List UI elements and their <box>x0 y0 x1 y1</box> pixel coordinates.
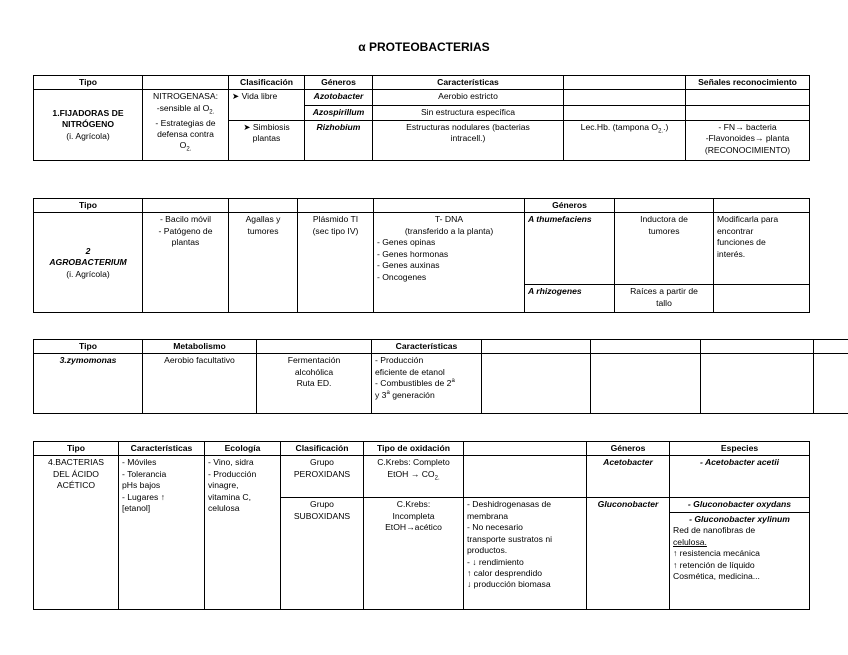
table-header-row <box>34 442 810 456</box>
header-tipo: Tipo <box>34 76 143 90</box>
text-line: - Tolerancia <box>122 468 167 479</box>
nitrogenasa-cell <box>143 90 229 160</box>
text-line: EtOH → CO <box>387 468 435 479</box>
text-line: Inductora de <box>640 214 688 225</box>
text-line: intracell.) <box>450 133 486 144</box>
text-line: C.Krebs: Completo <box>377 457 450 468</box>
text-line: celulosa <box>208 503 240 514</box>
oxid-completo <box>364 456 464 498</box>
text-line: tallo <box>656 297 672 308</box>
header-generos: Géneros <box>305 76 373 90</box>
subscript: 2. <box>434 475 440 482</box>
empty-cell <box>591 354 701 414</box>
page-title: α PROTEOBACTERIAS <box>358 40 490 54</box>
header-generos: Géneros <box>587 442 670 456</box>
genero-azotobacter: Azotobacter <box>305 90 373 106</box>
text-line: - FN→ bacteria <box>718 121 777 132</box>
text-line: O <box>179 140 187 151</box>
caract-aerobio: Aerobio estricto <box>373 90 564 106</box>
text-line: - Combustibles de 2 <box>375 378 452 389</box>
header-senales: Señales reconocimiento <box>686 76 810 90</box>
text-line: - Bacilo móvil <box>159 214 212 225</box>
text-line: SUBOXIDANS <box>293 510 351 521</box>
tipo-line: 4.BACTERIAS <box>48 457 104 468</box>
text-line: - Patógeno de <box>158 225 213 236</box>
text-line: pHs bajos <box>122 480 161 491</box>
text-line: - Estrategias de <box>155 117 216 128</box>
empty-cell <box>701 354 814 414</box>
empty-cell <box>686 90 810 106</box>
text-line: Raíces a partir de <box>630 286 698 297</box>
caract-zymomonas <box>372 354 482 414</box>
table-row <box>34 213 810 285</box>
text-line: defensa contra <box>157 128 214 139</box>
bacilo-cell <box>143 213 229 313</box>
header-tipo: Tipo <box>34 340 143 354</box>
text-line: encontrar <box>717 225 754 236</box>
text-line: alcohólica <box>294 366 334 377</box>
caract-acetic <box>119 456 205 610</box>
caract-sin-estructura: Sin estructura específica <box>373 106 564 120</box>
header-blank <box>564 76 686 90</box>
genero-rhizogenes: A rhizogenes <box>525 285 615 313</box>
text-line: - Lugares ↑ <box>122 491 165 502</box>
clasif-suboxidans <box>281 498 364 610</box>
text-line: Grupo <box>310 457 334 468</box>
tipo-line: (i. Agrícola) <box>66 268 110 279</box>
text-line: NITROGENASA: <box>153 91 218 102</box>
header-tipo-oxidacion: Tipo de oxidación <box>364 442 464 456</box>
subscript: 2. <box>209 109 215 116</box>
empty-cell <box>464 456 587 498</box>
text-line: - Vino, sidra <box>208 457 254 468</box>
senales-cell <box>686 120 810 160</box>
tipo-line: 2 <box>85 245 91 256</box>
text-line: - Producción <box>375 355 424 366</box>
table-zymomonas <box>33 339 848 414</box>
ecologia-cell <box>205 456 281 610</box>
header-generos: Géneros <box>525 199 615 213</box>
table-header-row <box>34 199 810 213</box>
text-line: PEROXIDANS <box>293 468 351 479</box>
text-line: transporte sustratos ni <box>467 533 553 544</box>
text-line: ↑ calor desprendido <box>467 567 543 578</box>
text-line: plantas <box>252 133 281 144</box>
agallas-cell <box>229 213 298 313</box>
text-line: Modificarla para <box>717 214 779 225</box>
text-line: (RECONOCIMIENTO) <box>704 144 791 155</box>
text-line: vinagre, <box>208 480 239 491</box>
caract-nodulares <box>373 120 564 160</box>
header-blank <box>814 340 848 354</box>
text-line: (transferido a la planta) <box>404 225 494 236</box>
text-line: ↑ resistencia mecánica <box>673 548 760 559</box>
header-blank <box>482 340 591 354</box>
genero-rizhobium: Rizhobium <box>305 120 373 160</box>
rhizogenes-desc <box>615 285 714 313</box>
table-header-row <box>34 340 848 354</box>
text-line: Agallas y <box>245 214 281 225</box>
header-blank <box>701 340 814 354</box>
tipo-line: (i. Agrícola) <box>66 130 110 141</box>
text-line: Red de nanofibras de <box>673 525 756 536</box>
text-line: C.Krebs: <box>396 499 431 510</box>
header-caracteristicas: Características <box>119 442 205 456</box>
empty-cell <box>686 106 810 120</box>
text-line: generación <box>389 389 435 400</box>
text-line: .) <box>663 121 669 132</box>
text-line: productos. <box>467 545 508 556</box>
header-clasificacion: Clasificación <box>229 76 305 90</box>
tipo-cell <box>34 456 119 610</box>
header-especies: Especies <box>670 442 810 456</box>
text-line: Plásmido TI <box>312 214 359 225</box>
text-line: funciones de <box>717 237 766 248</box>
genero-azospirillum: Azospirillum <box>305 106 373 120</box>
fermentacion-cell <box>257 354 372 414</box>
table-nitrogen-fixers <box>33 75 810 161</box>
header-ecologia: Ecología <box>205 442 281 456</box>
tipo-zymomonas: 3.zymomonas <box>34 354 143 414</box>
text-line: - Genes opinas <box>377 237 436 248</box>
clasif-simbiosis <box>229 120 305 160</box>
tipo-line: ACÉTICO <box>56 480 96 491</box>
superscript: a <box>451 378 455 385</box>
thumefaciens-extra <box>714 213 810 285</box>
especie-oxydans: - Gluconobacter oxydans <box>670 498 809 512</box>
header-blank <box>257 340 372 354</box>
suboxidans-desc <box>464 498 587 610</box>
text-line: vitamina C, <box>208 491 251 502</box>
header-blank <box>615 199 714 213</box>
text-line: - Móviles <box>122 457 157 468</box>
text-line: Cosmética, medicina... <box>673 570 760 581</box>
plasmido-cell <box>298 213 374 313</box>
text-line: Lec.Hb. (tampona O <box>580 121 659 132</box>
tipo-cell <box>34 90 143 160</box>
text-line: plantas <box>171 237 200 248</box>
text-line: -Flavonoides→ planta <box>705 133 790 144</box>
text-line: tumores <box>648 225 680 236</box>
text-line: Ruta ED. <box>296 378 332 389</box>
empty-cell <box>482 354 591 414</box>
tipo-line: AGROBACTERIUM <box>49 257 127 268</box>
clasif-vida-libre: ➤ Vida libre <box>229 90 305 120</box>
table-row <box>34 90 810 106</box>
text-line: - Genes auxinas <box>377 260 440 271</box>
header-clasificacion: Clasificación <box>281 442 364 456</box>
especies-gluconobacter <box>670 498 810 610</box>
table-acetic-acid-bacteria <box>33 441 810 610</box>
text-line: - Producción <box>208 468 257 479</box>
text-line: ↑ retención de líquido <box>673 559 755 570</box>
text-line: -sensible al O <box>156 102 210 113</box>
empty-cell <box>564 90 686 106</box>
tipo-cell <box>34 213 143 313</box>
metabolismo-cell: Aerobio facultativo <box>143 354 257 414</box>
text-line: Fermentación <box>287 355 341 366</box>
text-line: y 3 <box>375 389 387 400</box>
text-line: Grupo <box>310 499 334 510</box>
text-line: (sec tipo IV) <box>312 225 359 236</box>
text-line: - No necesario <box>467 522 523 533</box>
text-line: interés. <box>717 248 746 259</box>
text-line: [etanol] <box>122 503 151 514</box>
text-line: T- DNA <box>434 214 464 225</box>
clasif-peroxidans <box>281 456 364 498</box>
header-caracteristicas: Características <box>372 340 482 354</box>
text-line: membrana <box>467 510 509 521</box>
header-blank <box>714 199 810 213</box>
especie-acetii: - Acetobacter acetii <box>670 456 810 498</box>
header-caracteristicas: Características <box>373 76 564 90</box>
empty-cell <box>814 354 848 414</box>
text-line: - Deshidrogenasas de <box>467 499 552 510</box>
header-blank <box>374 199 525 213</box>
superscript: a <box>386 389 390 396</box>
header-metabolismo: Metabolismo <box>143 340 257 354</box>
text-line: - Oncogenes <box>377 271 427 282</box>
table-row <box>34 456 810 498</box>
table-row <box>34 354 848 414</box>
text-line: celulosa. <box>673 536 707 547</box>
especie-xylinum: - Gluconobacter xylinum <box>689 513 790 524</box>
subscript: 2. <box>186 147 192 154</box>
header-blank <box>229 199 298 213</box>
tipo-line: DEL ÁCIDO <box>52 468 99 479</box>
header-blank <box>591 340 701 354</box>
text-line: ↓ producción biomasa <box>467 579 551 590</box>
text-line: eficiente de etanol <box>375 366 445 377</box>
text-line: - Genes hormonas <box>377 248 449 259</box>
table-agrobacterium <box>33 198 810 313</box>
header-blank <box>143 199 229 213</box>
empty-cell <box>714 285 810 313</box>
text-line: EtOH→acético <box>385 522 442 533</box>
tdna-cell <box>374 213 525 313</box>
oxid-incompleta <box>364 498 464 610</box>
header-tipo: Tipo <box>34 199 143 213</box>
header-blank <box>298 199 374 213</box>
subscript: 2. <box>658 128 664 135</box>
text-line: ➤ Simbiosis <box>243 121 290 132</box>
text-line: Estructuras nodulares (bacterias <box>406 121 530 132</box>
especie-xylinum-block <box>670 513 809 584</box>
text-line: - ↓ rendimiento <box>467 556 524 567</box>
thumefaciens-desc <box>615 213 714 285</box>
header-blank <box>464 442 587 456</box>
header-blank <box>143 76 229 90</box>
lechb-cell <box>564 120 686 160</box>
text-line: tumores <box>247 225 279 236</box>
header-tipo: Tipo <box>34 442 119 456</box>
genero-thumefaciens: A thumefaciens <box>525 213 615 285</box>
tipo-line: NITRÓGENO <box>61 119 115 130</box>
tipo-line: 1.FIJADORAS DE <box>52 108 124 118</box>
table-header-row <box>34 76 810 90</box>
text-line: Incompleta <box>392 510 435 521</box>
empty-cell <box>564 106 686 120</box>
genero-gluconobacter: Gluconobacter <box>587 498 670 610</box>
genero-acetobacter: Acetobacter <box>587 456 670 498</box>
